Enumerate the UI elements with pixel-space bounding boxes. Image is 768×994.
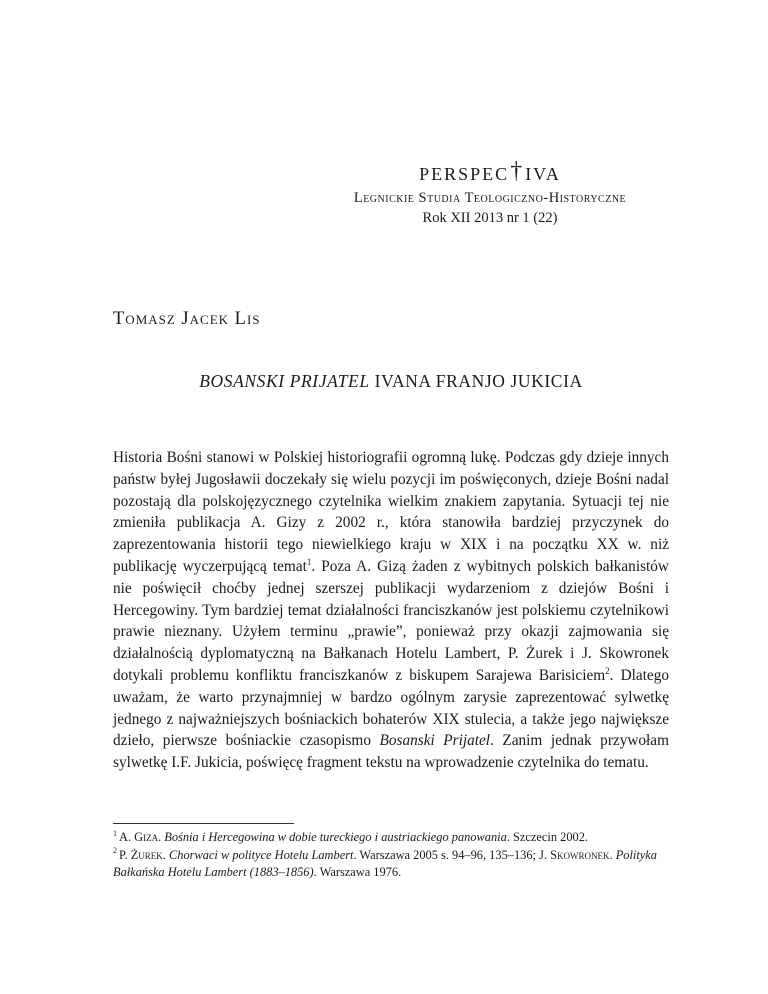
body-italic-title: Bosanski Prijatel [379,732,491,750]
body-sentence-4: . Zanim jednak przywołam sylwetkę I.F. Jukicia, poświęcę fragment tekstu na wprowadzenie czytelnika do tematu. [113,732,669,772]
journal-header [280,157,700,228]
footnote-author: J. Skowronek [539,847,610,862]
footnote-rest: . Szczecin 2002. [506,830,589,844]
body-sentence-2: . Poza A. Gizą żaden z wybitnych polskich bałkanistów nie poświęcił choćby jednej szerszej publikacji wydarzeniom z dziejów Bośni i Hercegowiny. Tym bardziej temat działalności franciszkanów jest polskiemu czytelnikowi prawie nieznany. Użyłem terminu „prawie”, ponieważ przy okazji zajmowania się działalnością dyplomatyczną na Bałkanach Hotelu Lambert, P. Żurek i J. Skowronek dotykali problemu konfliktu franciszkanów z biskupem Sarajewa Barisiciem [113,557,669,684]
footnote-number: 2 [113,846,117,856]
footnote-author: P. Żurek [119,847,163,862]
footnote-ref-1: 1 [306,556,312,567]
journal-subtitle: Legnickie Studia Teologiczno-Historyczne [353,190,627,206]
body-paragraph [113,447,669,774]
journal-name-part1: perspec [419,157,510,186]
footnote-2 [113,847,669,882]
footnote-rest: . Warszawa 2005 s. 94–96, 135–136; [353,847,540,862]
journal-issue: Rok XII 2013 nr 1 (22) [422,210,558,226]
footnote-1 [113,829,669,847]
footnotes [113,829,669,882]
body-text [113,447,669,774]
footnote-title: Polityka Bałkańska Hotelu Lambert (1883–1856) [113,847,658,879]
footnote-title: Bośnia i Hercegowina w dobie tureckiego i austriackiego panowania [164,830,507,844]
footnote-divider [113,823,294,824]
journal-name-part2: iva [525,157,561,186]
footnote-ref-2: 2 [605,665,610,676]
footnote-number: 1 [113,828,117,838]
article-title-rest: IVANA FRANJO JUKICIA [369,371,583,391]
footnote-rest: . Warszawa 1976. [313,865,402,879]
article-title-italic: BOSANSKI PRIJATEL [199,371,370,391]
journal-name [280,157,700,188]
footnote-separator: . [162,847,169,862]
footnote-author: A. Giza [119,830,159,844]
article-author: Tomasz Jacek Lis [113,309,261,329]
footnote-separator: . [609,847,616,862]
body-sentence-1: Historia Bośni stanowi w Polskiej historiografii ogromną lukę. Podczas gdy dzieje innych państw byłej Jugosławii doczekały się wielu pozycji im poświęconych, dzieje Bośni nadal pozostają dla polskojęzycznego czytelnika wielkim znakiem zapytania. Sytuacji tej nie zmieniła publikacja A. Gizy z 2002 r., która stanowiła bardziej przyczynek do zaprezentowania historii tego niewielkiego kraju w XIX i na początku XX w. niż publikację wyczerpującą temat [113,449,669,575]
cross-icon: † [510,158,525,184]
footnote-separator: . [158,830,165,844]
footnote-title: Chorwaci w polityce Hotelu Lambert [168,847,354,862]
body-sentence-3: . Dlatego uważam, że warto przynajmniej w bardzo ogólnym zarysie zaprezentować sylwetkę jednego z najważniejszych bośniackich bohaterów XIX stulecia, a także jego największe dzieło, pierwsze bośniackie czasopismo [113,666,669,750]
article-title [113,371,669,392]
